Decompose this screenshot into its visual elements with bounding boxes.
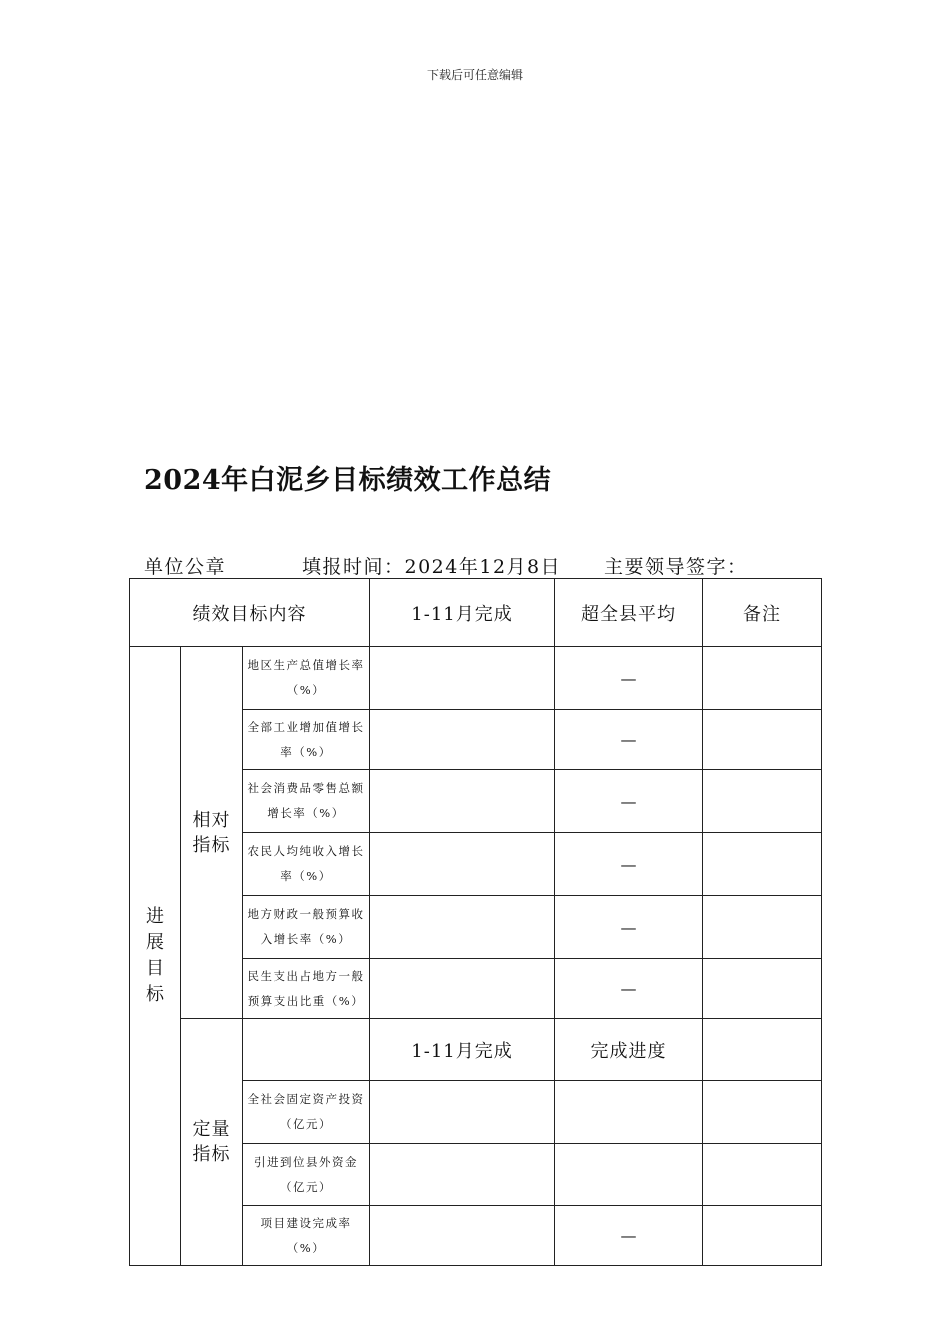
progress-cell[interactable] bbox=[555, 1144, 703, 1206]
indicator-name: 农民人均纯收入增长 率（%） bbox=[243, 833, 370, 896]
above-avg-cell: — bbox=[555, 959, 703, 1019]
done-cell[interactable] bbox=[370, 1144, 555, 1206]
header-done: 1-11月完成 bbox=[370, 579, 555, 647]
done-cell[interactable] bbox=[370, 833, 555, 896]
document-title: 2024年白泥乡目标绩效工作总结 bbox=[144, 465, 552, 496]
progress-cell[interactable] bbox=[555, 1081, 703, 1144]
above-avg-cell: — bbox=[555, 833, 703, 896]
done-cell[interactable] bbox=[370, 1081, 555, 1144]
table-row bbox=[130, 647, 822, 710]
indicator-name: 地区生产总值增长率 （%） bbox=[243, 647, 370, 710]
remark-cell[interactable] bbox=[703, 647, 822, 710]
section-label-progress-goals: 进展目标 bbox=[130, 647, 181, 1266]
remark-cell[interactable] bbox=[703, 1206, 822, 1266]
remark-cell[interactable] bbox=[703, 1081, 822, 1144]
remark-cell[interactable] bbox=[703, 896, 822, 959]
above-avg-cell: — bbox=[555, 710, 703, 770]
table-subheader-row bbox=[130, 1019, 822, 1081]
progress-cell: — bbox=[555, 1206, 703, 1266]
indicator-name: 全部工业增加值增长 率（%） bbox=[243, 710, 370, 770]
remark-cell[interactable] bbox=[703, 770, 822, 833]
remark-cell[interactable] bbox=[703, 1144, 822, 1206]
indicator-name: 地方财政一般预算收 入增长率（%） bbox=[243, 896, 370, 959]
performance-table bbox=[129, 578, 822, 1266]
done-cell[interactable] bbox=[370, 1206, 555, 1266]
remark-cell[interactable] bbox=[703, 710, 822, 770]
done-cell[interactable] bbox=[370, 896, 555, 959]
done-cell[interactable] bbox=[370, 647, 555, 710]
above-avg-cell: — bbox=[555, 770, 703, 833]
remark-cell[interactable] bbox=[703, 959, 822, 1019]
leader-sign-label: 主要领导签字： bbox=[604, 556, 748, 578]
done-cell[interactable] bbox=[370, 959, 555, 1019]
watermark-text: 下载后可任意编辑 bbox=[426, 68, 523, 82]
form-meta-line bbox=[144, 552, 748, 579]
above-avg-cell: — bbox=[555, 896, 703, 959]
indicator-name: 民生支出占地方一般 预算支出比重（%） bbox=[243, 959, 370, 1019]
blank-cell bbox=[243, 1019, 370, 1081]
header-remark: 备注 bbox=[703, 579, 822, 647]
done-cell[interactable] bbox=[370, 770, 555, 833]
subheader-done: 1-11月完成 bbox=[370, 1019, 555, 1081]
report-time-label: 填报时间：2024年12月8日 bbox=[302, 556, 562, 578]
remark-cell[interactable] bbox=[703, 1019, 822, 1081]
subheader-progress: 完成进度 bbox=[555, 1019, 703, 1081]
indicator-name: 全社会固定资产投资 （亿元） bbox=[243, 1081, 370, 1144]
above-avg-cell: — bbox=[555, 647, 703, 710]
group-label-relative: 相对 指标 bbox=[181, 647, 243, 1019]
header-content: 绩效目标内容 bbox=[130, 579, 370, 647]
group-label-quantitative: 定量 指标 bbox=[181, 1019, 243, 1266]
header-above-avg: 超全县平均 bbox=[555, 579, 703, 647]
indicator-name: 社会消费品零售总额 增长率（%） bbox=[243, 770, 370, 833]
unit-seal-label: 单位公章 bbox=[144, 556, 227, 578]
table-header-row bbox=[130, 579, 822, 647]
indicator-name: 项目建设完成率 （%） bbox=[243, 1206, 370, 1266]
remark-cell[interactable] bbox=[703, 833, 822, 896]
indicator-name: 引进到位县外资金 （亿元） bbox=[243, 1144, 370, 1206]
done-cell[interactable] bbox=[370, 710, 555, 770]
